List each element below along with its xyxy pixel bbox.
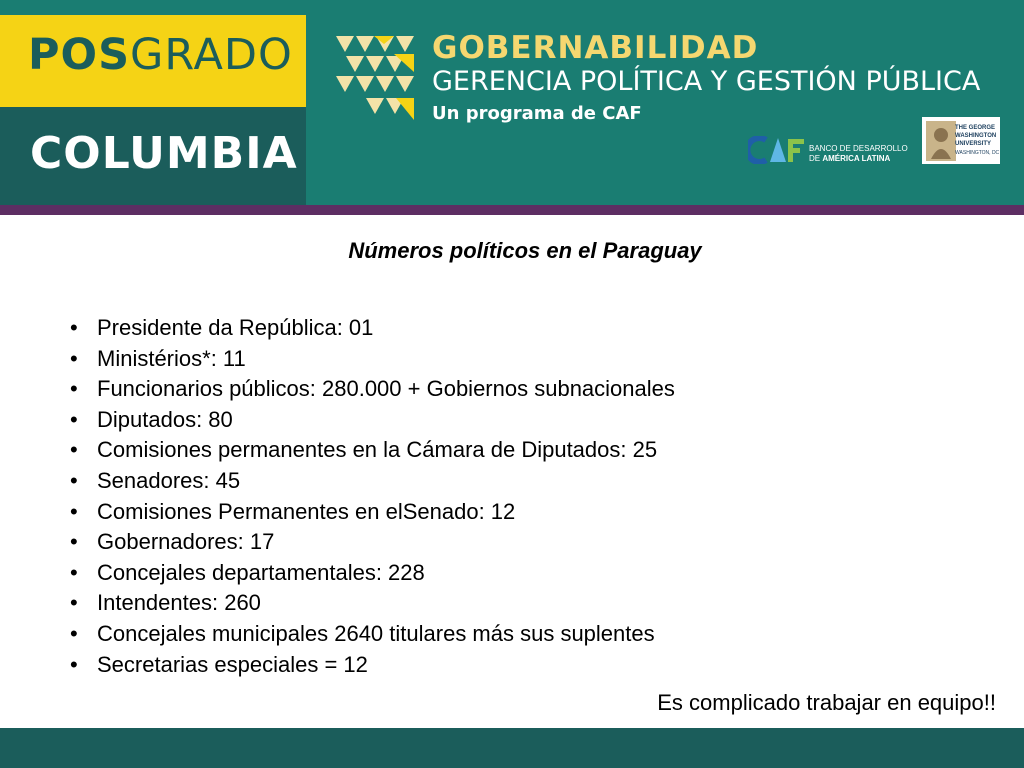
bullet-text: Intendentes: 260 xyxy=(97,590,261,616)
bullet-dot-icon: • xyxy=(70,406,78,432)
bullet-text: Secretarias especiales = 12 xyxy=(97,651,368,677)
footer-bar xyxy=(0,728,1024,768)
columbia-wordmark: COLUMBIA xyxy=(30,128,298,179)
bullet-text: Gobernadores: 17 xyxy=(97,529,275,555)
program-subtitle: GERENCIA POLÍTICA Y GESTIÓN PÚBLICA xyxy=(432,66,981,97)
header-divider xyxy=(0,205,1024,215)
bullet-dot-icon: • xyxy=(70,529,78,555)
bullet-item xyxy=(70,344,675,375)
gwu-location: WASHINGTON, DC xyxy=(955,150,1000,156)
bullet-dot-icon: • xyxy=(70,437,78,463)
caf-caption: BANCO DE DESARROLLO DE AMÉRICA LATINA xyxy=(809,144,908,163)
bullet-dot-icon: • xyxy=(70,315,78,340)
bullet-item xyxy=(70,650,675,681)
bullet-dot-icon: • xyxy=(70,620,78,646)
bullet-text: Comisiones permanentes en la Cámara de Diputados: 25 xyxy=(97,437,658,463)
bullet-dot-icon: • xyxy=(70,590,78,616)
posgrado-wordmark: POSGRADO xyxy=(28,30,293,80)
bullet-item xyxy=(70,466,675,497)
bullet-dot-icon: • xyxy=(70,376,78,402)
closing-remark: Es complicado trabajar en equipo!! xyxy=(657,690,996,715)
bullet-text: Diputados: 80 xyxy=(97,406,233,432)
bullet-text: Presidente da República: 01 xyxy=(97,315,374,340)
bullet-text: Ministérios*: 11 xyxy=(97,345,246,371)
program-title: GOBERNABILIDAD xyxy=(432,30,759,66)
bullet-item xyxy=(70,313,675,344)
bullet-item xyxy=(70,588,675,619)
bullet-dot-icon: • xyxy=(70,498,78,524)
bullet-text: Senadores: 45 xyxy=(97,467,241,493)
gwu-seal-icon xyxy=(926,121,956,161)
bullet-item xyxy=(70,527,675,558)
bullet-item xyxy=(70,619,675,650)
program-tagline: Un programa de CAF xyxy=(432,103,642,124)
bullet-dot-icon: • xyxy=(70,467,78,493)
bullet-text: Comisiones Permanentes en elSenado: 12 xyxy=(97,498,516,524)
bullet-dot-icon: • xyxy=(70,651,78,677)
bullet-text: Funcionarios públicos: 280.000 + Gobiernos subnacionales xyxy=(97,376,675,402)
gwu-name: THE GEORGE WASHINGTON UNIVERSITY xyxy=(955,125,997,147)
bullet-item xyxy=(70,374,675,405)
bullet-item xyxy=(70,405,675,436)
slide-title: Números políticos en el Paraguay xyxy=(348,238,702,263)
bullet-item xyxy=(70,435,675,466)
caf-logo xyxy=(748,136,806,164)
bullet-item xyxy=(70,497,675,528)
bullet-text: Concejales municipales 2640 titulares más sus suplentes xyxy=(97,620,655,646)
bullet-dot-icon: • xyxy=(70,345,78,371)
bullet-list xyxy=(70,313,675,680)
gobernabilidad-triangle-logo xyxy=(336,36,414,120)
bullet-item xyxy=(70,558,675,589)
bullet-dot-icon: • xyxy=(70,559,78,585)
bullet-text: Concejales departamentales: 228 xyxy=(97,559,425,585)
